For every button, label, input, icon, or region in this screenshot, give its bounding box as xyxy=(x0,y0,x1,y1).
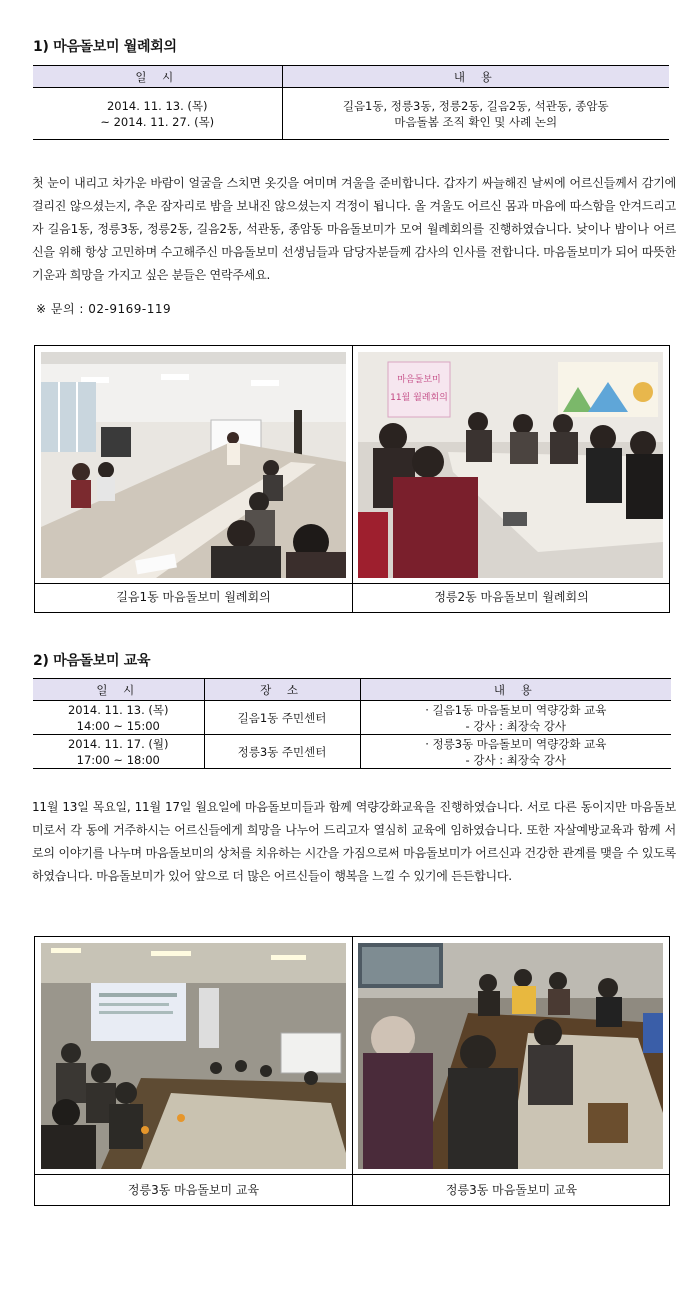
date-day: 2014. 11. 17. (월) xyxy=(67,736,169,751)
meeting-photo-left xyxy=(41,352,346,578)
content-instructor: - 강사 : 최장숙 강사 xyxy=(465,752,566,767)
contact-info: ※ 문의 : 02-9169-119 xyxy=(36,302,172,316)
table-header-row xyxy=(33,679,671,701)
content-districts: 길음1동, 정릉3동, 정릉2동, 길음2동, 석관동, 종암동 xyxy=(342,98,609,113)
header-place: 장 소 xyxy=(204,679,360,701)
table-row xyxy=(33,701,671,735)
date-cell xyxy=(33,701,204,735)
meeting-photo-caption-right: 정릉2동 마음돌보미 월례회의 xyxy=(434,590,589,604)
header-content: 내 용 xyxy=(360,679,671,701)
banner-text-1: 마음돌보미 xyxy=(397,375,441,385)
section-2-title: 2) 마음돌보미 교육 xyxy=(33,653,151,669)
header-content: 내 용 xyxy=(282,66,669,88)
education-photo-left xyxy=(41,943,346,1169)
header-date: 일 시 xyxy=(33,66,282,88)
place-cell: 길음1동 주민센터 xyxy=(204,701,360,735)
education-photo-grid xyxy=(34,936,670,1206)
content-topic: · 정릉3동 마음돌보미 역량강화 교육 xyxy=(425,736,607,751)
table-row xyxy=(33,735,671,769)
date-time: 17:00 ~ 18:00 xyxy=(76,752,160,767)
content-topic: · 길음1동 마음돌보미 역량강화 교육 xyxy=(425,702,607,717)
banner-text-2: 11월 월례회의 xyxy=(390,393,448,403)
content-topic: 마음돌봄 조직 확인 및 사례 논의 xyxy=(394,114,558,129)
content-cell xyxy=(360,701,671,735)
content-cell xyxy=(282,88,669,140)
education-photo-caption-right: 정릉3동 마음돌보미 교육 xyxy=(445,1183,578,1197)
date-end: ~ 2014. 11. 27. (목) xyxy=(100,114,215,129)
table-header-row xyxy=(33,66,669,88)
date-time: 14:00 ~ 15:00 xyxy=(76,718,160,733)
content-cell xyxy=(360,735,671,769)
meeting-photo-caption-left: 길음1동 마음돌보미 월례회의 xyxy=(116,590,271,604)
date-start: 2014. 11. 13. (목) xyxy=(106,98,208,113)
header-date: 일 시 xyxy=(33,679,204,701)
meeting-photo-right xyxy=(358,352,663,578)
table-row xyxy=(33,88,669,140)
meeting-schedule-table xyxy=(33,65,669,140)
section-1-paragraph: 첫 눈이 내리고 차가운 바람이 얼굴을 스치면 옷깃을 여미며 겨울을 준비합니다. 갑자기 싸늘해진 날씨에 어르신들께서 감기에 걸리진 않으셨는지, 추운 잠자리로 밤을 보내진 않으셨는지 걱정이 됩니다. 올 겨울도 어르신 몸과 마음에 따스함을 안겨드리고자 길음1동, 정릉3동, 정릉2동, 길음2동, 석관동, 종암동 마음돌보미가 모여 월례회의를 진행하였습니다. 낮이나 밤이나 어르신을 위해 항상 고민하며 수고해주신 마음돌보미 선생님들과 담당자분들께 감사의 인사를 전합니다. 마음돌보미가 되어 따뜻한 기운과 희망을 가지고 싶은 분들은 연락주세요. xyxy=(32,176,676,282)
education-photo-right xyxy=(358,943,663,1169)
place-cell: 정릉3동 주민센터 xyxy=(204,735,360,769)
section-1-title: 1) 마음돌보미 월례회의 xyxy=(33,39,177,55)
meeting-photo-grid xyxy=(34,345,670,613)
section-2-paragraph: 11월 13일 목요일, 11월 17일 월요일에 마음돌보미들과 함께 역량강화교육을 진행하였습니다. 서로 다른 동이지만 마음돌보미로서 각 동에 거주하시는 어르신들에게 희망을 나누어 드리고자 열심히 교육에 임하였습니다. 또한 자살예방교육과 함께 서로의 이야기를 나누며 마음돌보미의 상처를 치유하는 시간을 가짐으로써 마음돌보미가 어르신과 건강한 관계를 맺을 수 있도록 하였습니다. 마음돌보미가 있어 앞으로 더 많은 어르신들이 행복을 느낄 수 있기에 든든합니다. xyxy=(32,800,676,883)
date-cell xyxy=(33,735,204,769)
education-photo-caption-left: 정릉3동 마음돌보미 교육 xyxy=(127,1183,260,1197)
date-cell xyxy=(33,88,282,140)
date-day: 2014. 11. 13. (목) xyxy=(67,702,169,717)
content-instructor: - 강사 : 최장숙 강사 xyxy=(465,718,566,733)
education-schedule-table xyxy=(33,678,671,769)
